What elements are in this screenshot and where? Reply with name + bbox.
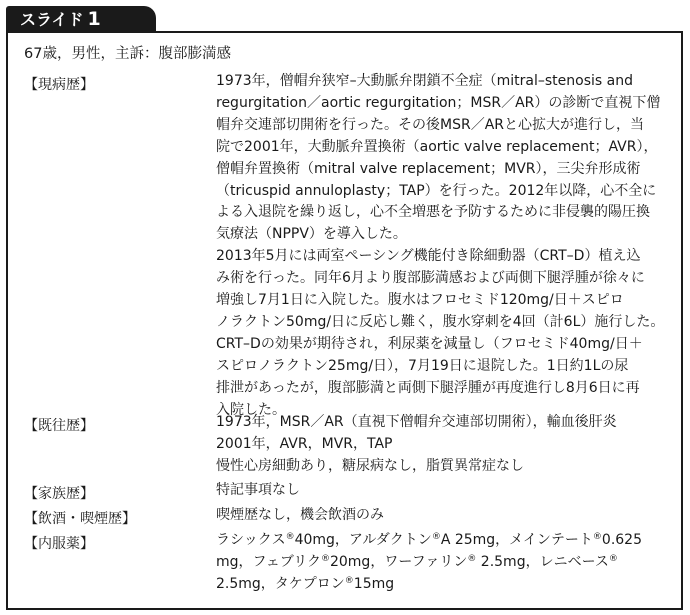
patient-summary: 67歳，男性，主訴：腹部膨満感: [24, 46, 231, 62]
slide-number: 1: [87, 8, 101, 30]
meds-line: [216, 552, 666, 574]
med-text: 0.625: [601, 532, 642, 548]
registered-mark: ®: [608, 553, 618, 564]
social-text: [216, 505, 666, 527]
past-line: 慢性心房細動あり，糖尿病なし，脂質異常症なし: [216, 457, 524, 474]
social-value: 喫煙歴なし，機会飲酒のみ: [216, 507, 384, 523]
history-line: 僧帽弁置換術（mitral valve replacement；MVR），三尖弁形成術: [216, 160, 641, 177]
past-line: 1973年，MSR／AR（直視下僧帽弁交連部切開術），輸血後肝炎: [216, 414, 617, 430]
past-line: 2001年，AVR，MVR，TAP: [216, 435, 393, 452]
slide-tab-label: スライド: [20, 10, 84, 29]
med-text: 40mg，アルダクトン: [294, 532, 432, 548]
med-text: 2.5mg，タケプロン: [216, 575, 345, 592]
past-text: [216, 412, 666, 478]
history-line: 帽弁交連部切開術を行った。その後MSR／ARと心拡大が進行し，当: [216, 116, 644, 133]
meds-text: [216, 530, 666, 596]
slide-tab: [6, 6, 156, 32]
history-line: 気療法（NPPV）を導入した。: [216, 226, 407, 243]
family-text: [216, 480, 666, 502]
med-text: mg，フェブリク: [216, 553, 321, 570]
med-text: 2.5mg，レニベース: [476, 553, 609, 570]
history-line: CRT–Dの効果が期待され，利尿薬を減量し（フロセミド40mg/日＋: [216, 335, 643, 352]
meds-label: 【内服薬】: [24, 536, 94, 552]
med-text: ラシックス: [216, 532, 286, 548]
med-text: 20mg，ワーファリン: [329, 553, 468, 570]
med-text: A 25mg，メインテート: [440, 532, 593, 548]
history-line: 院で2001年，大動脈弁置換術（aortic valve replacement；AVR），: [216, 138, 658, 155]
registered-mark: ®: [467, 553, 477, 564]
family-value: 特記事項なし: [216, 482, 300, 498]
history-line: み術を行った。同年6月より腹部膨満感および両側下腿浮腫が徐々に: [216, 270, 645, 287]
family-label: 【家族歴】: [24, 486, 94, 502]
registered-mark: ®: [285, 532, 295, 542]
history-line: 2013年5月には両室ペーシング機能付き除細動器（CRT–D）植え込: [216, 248, 641, 265]
social-label: 【飲酒・喫煙歴】: [24, 511, 136, 527]
meds-line: [216, 530, 666, 552]
history-line: よる入退院を繰り返し，心不全増悪を予防するために非侵襲的陽圧換: [216, 204, 650, 221]
history-line: ノラクトン50mg/日に反応し難く，腹水穿刺を4回（計6L）施行した。: [216, 313, 665, 330]
registered-mark: ®: [344, 575, 354, 586]
history-line: 排泄があったが，腹部膨満と両側下腿浮腫が再度進行し8月6日に再: [216, 379, 640, 396]
history-label: 【現病歴】: [24, 77, 94, 93]
past-label: 【既往歴】: [24, 418, 94, 434]
med-text: 15mg: [353, 575, 395, 592]
registered-mark: ®: [320, 553, 330, 564]
history-line: regurgitation／aortic regurgitation；MSR／AR）の診断で直視下僧: [216, 94, 661, 111]
history-line: 1973年，僧帽弁狭窄–大動脈弁閉鎖不全症（mitral–stenosis and: [216, 73, 633, 89]
history-text: [216, 71, 666, 422]
history-line: 増強し7月1日に入院した。腹水はフロセミド120mg/日＋スピロ: [216, 292, 624, 309]
registered-mark: ®: [431, 532, 441, 542]
history-line: 入院した。: [216, 401, 286, 418]
registered-mark: ®: [592, 532, 602, 542]
history-line: スピロノラクトン25mg/日），7月19日に退院した。1日約1Lの尿: [216, 357, 629, 374]
meds-line: [216, 574, 666, 596]
history-line: （tricuspid annuloplasty；TAP）を行った。2012年以降，心不全に: [216, 182, 657, 199]
